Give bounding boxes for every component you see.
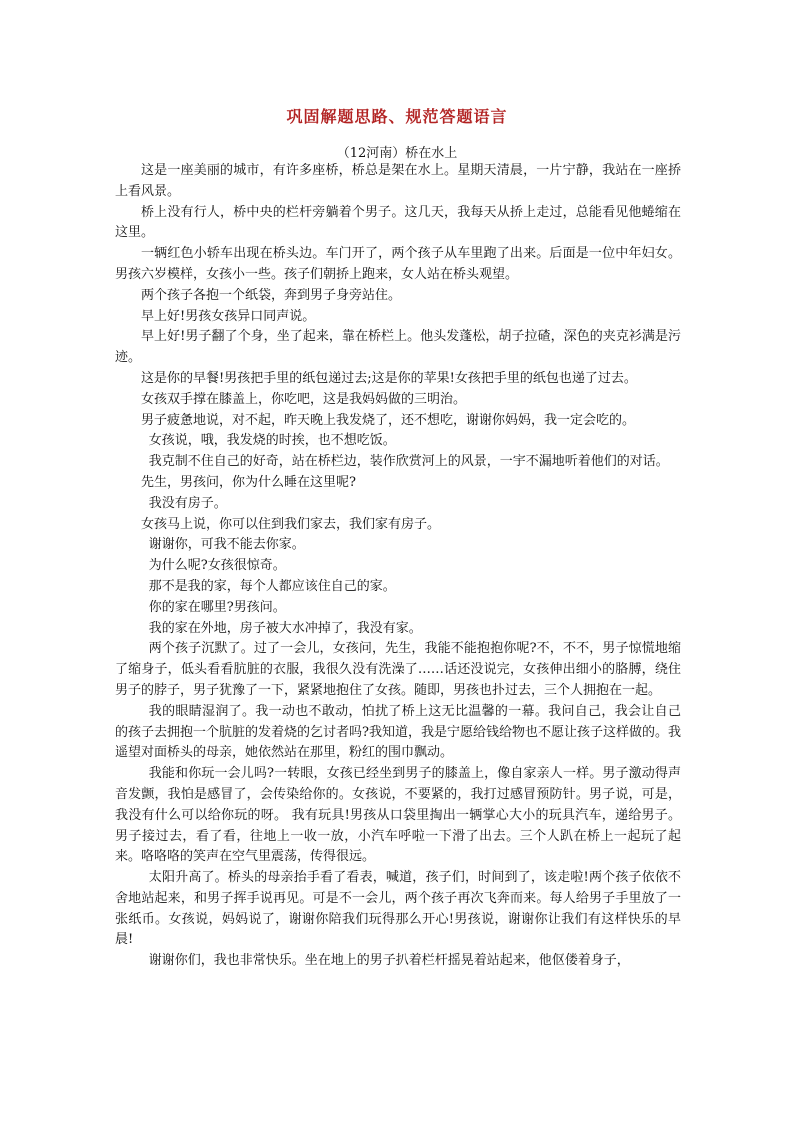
paragraph: 桥上没有行人，桥中央的栏杆旁躺着个男子。这几天，我每天从挢上走过，总能看见他蜷缩在这里。 — [115, 204, 681, 241]
document-subtitle: （12河南）桥在水上 — [336, 146, 458, 161]
paragraph: 女孩说，哦，我发烧的时挨，也不想吃饭。 — [148, 433, 396, 449]
paragraph: 太阳升高了。桥头的母亲抬手看了看表，喊道，孩子们，时间到了，该走啦!两个孩子依依不舍地站起来，和男子挥手说再见。可是不一会儿，两个孩子再次飞奔而来。每人给男子手里放了一张纸币。女孩说，妈妈说了，谢谢你陪我们玩得那么开心!男孩说，谢谢你让我们有这样快乐的早晨! — [115, 870, 681, 948]
paragraph: 谢谢你们，我也非常快乐。坐在地上的男子扒着栏杆摇晃着站起来，他伛偻着身子， — [148, 953, 630, 969]
paragraph: 我的眼睛湿润了。我一动也不敢动，怕扰了桥上这无比温馨的一幕。我问自己，我会让自己的孩子去拥抱一个肮脏的发着烧的乞讨者吗?我知道，我是宁愿给钱给物也不愿让孩子这样做的。我遥望对面桥头的母亲，她依然站在那里，粉红的围巾飘动。 — [115, 703, 681, 761]
paragraph: 我能和你玩一会儿吗?一转眼，女孩已经坐到男子的膝盖上，像自家亲人一样。男子激动得声音发颤，我怕是感冒了，会传染给你的。女孩说，不要紧的，我打过感冒预防针。男子说，可是，我没有什么可以给你玩的呀。 我有玩具!男孩从口袋里掏出一辆掌心大小的玩具汽车，递给男子。男子接过去，看了看，往地上一收一放，小汽车呼啦一下滑了出去。三个人趴在桥上一起玩了起来。咯咯咯的笑声在空气里震荡，传得很远。 — [115, 766, 681, 865]
document-title: 巩固解题思路、规范答题语言 — [286, 107, 508, 126]
paragraph: 为什么呢?女孩很惊奇。 — [148, 558, 286, 574]
paragraph: 两个孩子各抱一个纸袋，奔到男子身旁站住。 — [141, 287, 402, 303]
paragraph: 早上好!男孩女孩异口同声说。 — [141, 308, 316, 324]
paragraph: 我没有房子。 — [148, 495, 227, 511]
paragraph: 两个孩子沉默了。过了一会儿，女孩问，先生，我能不能抱抱你呢?不，不不，男子惊慌地缩了缩身子，低头看看肮脏的衣服，我很久没有洗澡了……话还没说完，女孩伸出细小的胳膊，绕住男子的脖子，男子犹豫了一下，紧紧地抱住了女孩。随即，男孩也扑过去，三个人拥抱在一起。 — [115, 641, 681, 698]
paragraph: 早上好!男子翻了个身，坐了起来，靠在桥栏上。他头发蓬松，胡子拉碴，深色的夹克衫满是污迹。 — [115, 329, 681, 366]
paragraph: 男子疲惫地说，对不起，昨天晚上我发烧了，还不想吃，谢谢你妈妈，我一定会吃的。 — [141, 412, 636, 428]
paragraph: 你的家在哪里?男孩问。 — [148, 599, 286, 615]
paragraph: 我克制不住自己的好奇，站在桥栏边，装作欣赏河上的风景，一宇不漏地听着他们的对话。 — [148, 454, 669, 470]
paragraph: 女孩双手撑在膝盖上，你吃吧，这是我妈妈做的三明治。 — [141, 391, 467, 407]
paragraph: 我的家在外地，房子被大水冲掉了，我没有家。 — [148, 620, 422, 636]
paragraph: 那不是我的家，每个人都应该住自己的家。 — [148, 578, 396, 594]
document-body — [115, 161, 681, 972]
paragraph: 谢谢你，可我不能去你家。 — [148, 537, 305, 553]
paragraph: 这是你的早餐!男孩把手里的纸包递过去;这是你的苹果!女孩把手里的纸包也递了过去。 — [141, 370, 637, 386]
paragraph: 一辆红色小轿车出现在桥头边。车门开了，两个孩子从车里跑了出来。后面是一位中年妇女。男孩六岁模样，女孩小一些。孩子们朝挢上跑来，女人站在桥头观望。 — [115, 246, 681, 282]
paragraph: 女孩马上说，你可以住到我们家去，我们家有房子。 — [141, 516, 441, 532]
paragraph: 这是一座美丽的城市，有许多座桥，桥总是架在水上。星期天清晨，一片宁静，我站在一座挢上看风景。 — [115, 163, 681, 199]
paragraph: 先生，男孩问，你为什么睡在这里呢? — [141, 474, 356, 490]
